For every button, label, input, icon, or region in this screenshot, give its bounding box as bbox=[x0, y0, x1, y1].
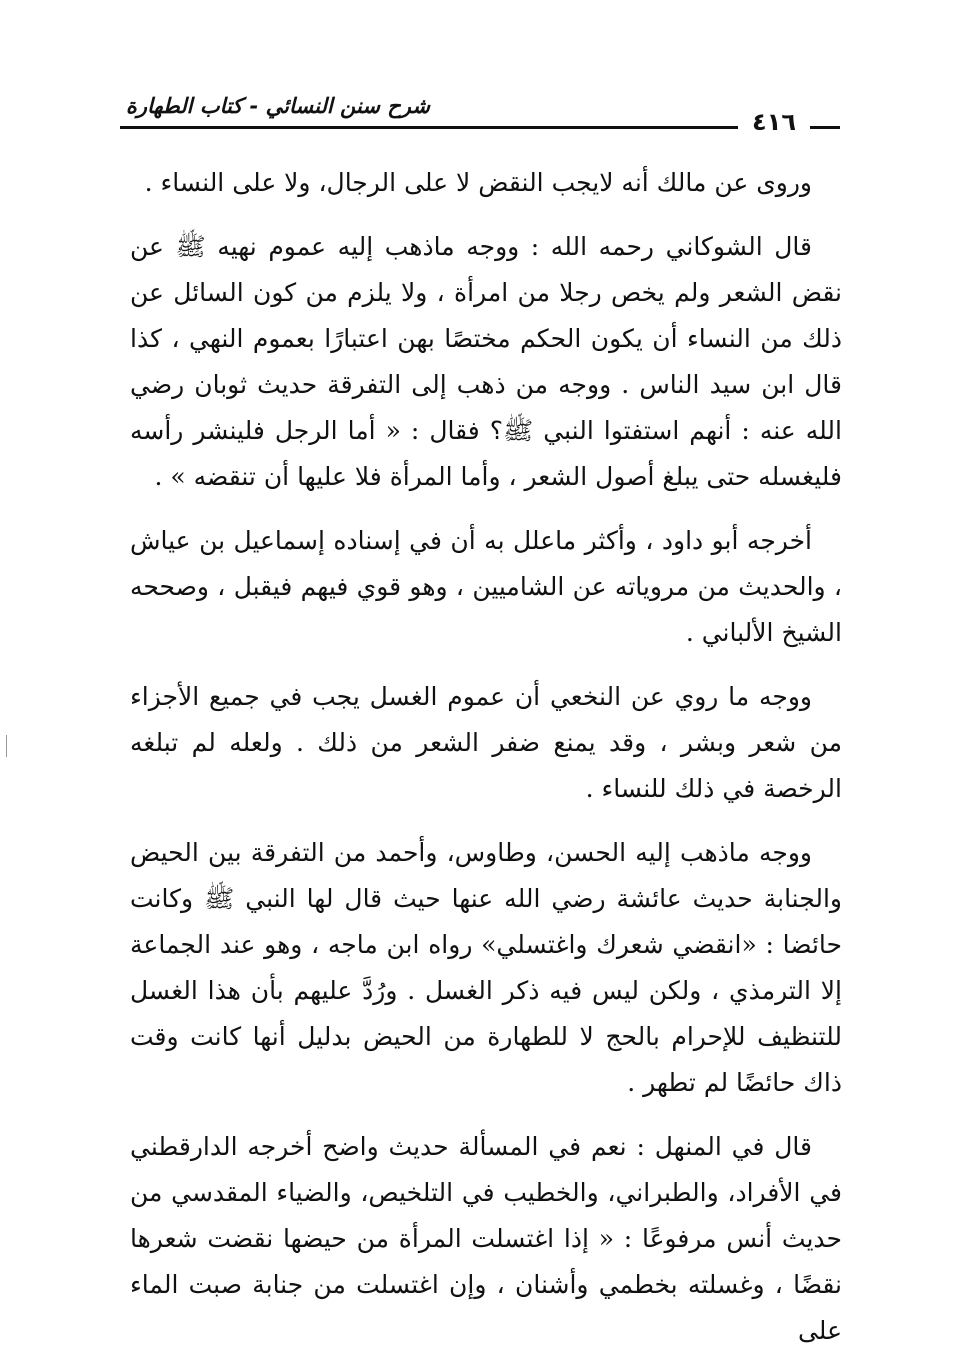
running-header bbox=[120, 92, 840, 136]
paragraph: قال الشوكاني رحمه الله : ووجه ماذهب إليه عموم نهيه ﷺ عن نقض الشعر ولم يخص رجلا من امرأة ، ولا يلزم من كون السائل عن ذلك من النساء أن يكون الحكم مختصًا بهن اعتبارًا بعموم النهي ، كذا قال ابن سيد الناس . ووجه من ذهب إلى التفرقة حديث ثوبان رضي الله عنه : أنهم استفتوا النبي ﷺ؟ فقال : « أما الرجل فلينشر رأسه فليغسله حتى يبلغ أصول الشعر ، وأما المرأة فلا عليها أن تنقضه » . bbox=[130, 232, 842, 491]
header-rule bbox=[120, 126, 840, 129]
paragraph: ووجه ما روي عن النخعي أن عموم الغسل يجب في جميع الأجزاء من شعر وبشر ، وقد يمنع ضفر الشعر من ذلك . ولعله لم تبلغه الرخصة في ذلك للنساء . bbox=[130, 682, 842, 803]
paragraph: وروى عن مالك أنه لايجب النقض لا على الرجال، ولا على النساء . bbox=[144, 168, 812, 197]
body-text bbox=[130, 160, 842, 1372]
header-title: شرح سنن النسائي - كتاب الطهارة bbox=[125, 94, 430, 118]
paragraph: أخرجه أبو داود ، وأكثر ماعلل به أن في إسناده إسماعيل بن عياش ، والحديث من مروياته عن الشاميين ، وهو قوي فيهم فيقبل ، وصححه الشيخ الألباني . bbox=[130, 526, 842, 647]
paragraph: قال في المنهل : نعم في المسألة حديث واضح أخرجه الدارقطني في الأفراد، والطبراني، والخطيب في التلخيص، والضياء المقدسي من حديث أنس مرفوعًا : « إذا اغتسلت المرأة من حيضها نقضت شعرها نقضًا ، وغسلته بخطمي وأشنان ، وإن اغتسلت من جنابة صبت الماء على bbox=[130, 1132, 842, 1345]
page-number: ٤١٦ bbox=[738, 108, 810, 136]
scan-mark bbox=[6, 735, 7, 757]
paragraph: ووجه ماذهب إليه الحسن، وطاوس، وأحمد من التفرقة بين الحيض والجنابة حديث عائشة رضي الله عنها حيث قال لها النبي ﷺ وكانت حائضا : «انقضي شعرك واغتسلي» رواه ابن ماجه ، وهو عند الجماعة إلا الترمذي ، ولكن ليس فيه ذكر الغسل . ورُدَّ عليهم بأن هذا الغسل للتنظيف للإحرام بالحج لا للطهارة من الحيض بدليل أنها كانت وقت ذاك حائضًا لم تطهر . bbox=[130, 838, 842, 1097]
